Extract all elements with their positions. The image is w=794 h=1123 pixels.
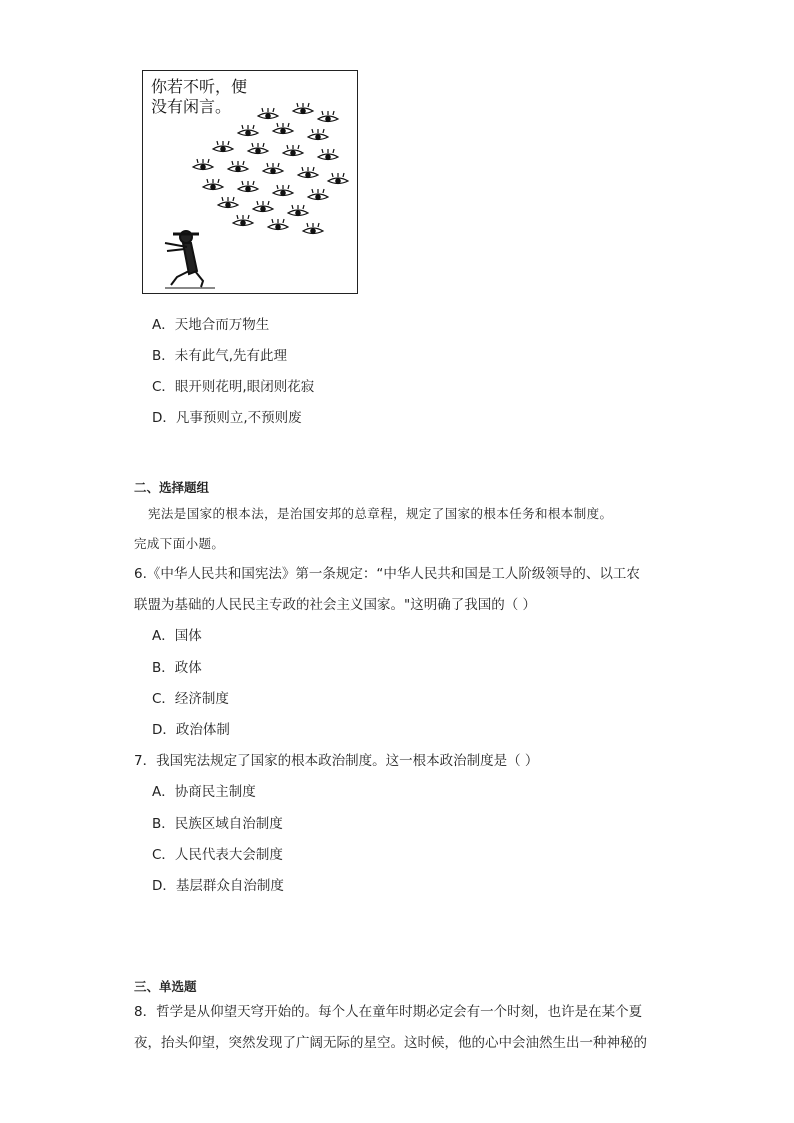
cartoon-caption: 你若不听，便 没有闲言。 [151,77,248,116]
blindfolded-person-icon [143,71,359,295]
q5-option-b: B．未有此气,先有此理 [152,348,288,364]
section2-intro-line1: 宪法是国家的根本法，是治国安邦的总章程，规定了国家的根本任务和根本制度。 [148,506,613,521]
section2-title: 二、选择题组 [134,480,210,495]
q6-stem-line1: 6.《中华人民共和国宪法》第一条规定：“中华人民共和国是工人阶级领导的、以工农 [134,566,640,582]
q8-stem-line2: 夜，抬头仰望，突然发现了广阔无际的星空。这时候，他的心中会油然生出一种神秘的 [134,1035,647,1051]
q6-option-c: C．经济制度 [152,691,229,707]
q6-option-d: D．政治体制 [152,722,230,738]
q6-option-b: B．政体 [152,660,202,676]
section2-intro-line2: 完成下面小题。 [134,536,225,551]
q7-option-b: B．民族区域自治制度 [152,816,283,832]
q7-option-d: D．基层群众自治制度 [152,878,284,894]
q5-option-a: A．天地合而万物生 [152,317,270,333]
q5-option-d: D．凡事预则立,不预则废 [152,410,302,426]
q7-stem: 7．我国宪法规定了国家的根本政治制度。这一根本政治制度是（ ） [134,753,539,769]
q8-stem-line1: 8．哲学是从仰望天穹开始的。每个人在童年时期必定会有一个时刻，也许是在某个夏 [134,1004,643,1020]
q6-option-a: A．国体 [152,628,202,644]
q6-stem-line2: 联盟为基础的人民民主专政的社会主义国家。"这明确了我国的（ ） [134,597,536,613]
q5-option-c: C．眼开则花明,眼闭则花寂 [152,379,315,395]
q7-option-a: A．协商民主制度 [152,784,256,800]
q7-option-c: C．人民代表大会制度 [152,847,283,863]
cartoon-figure [142,70,358,294]
section3-title: 三、单选题 [134,979,197,994]
